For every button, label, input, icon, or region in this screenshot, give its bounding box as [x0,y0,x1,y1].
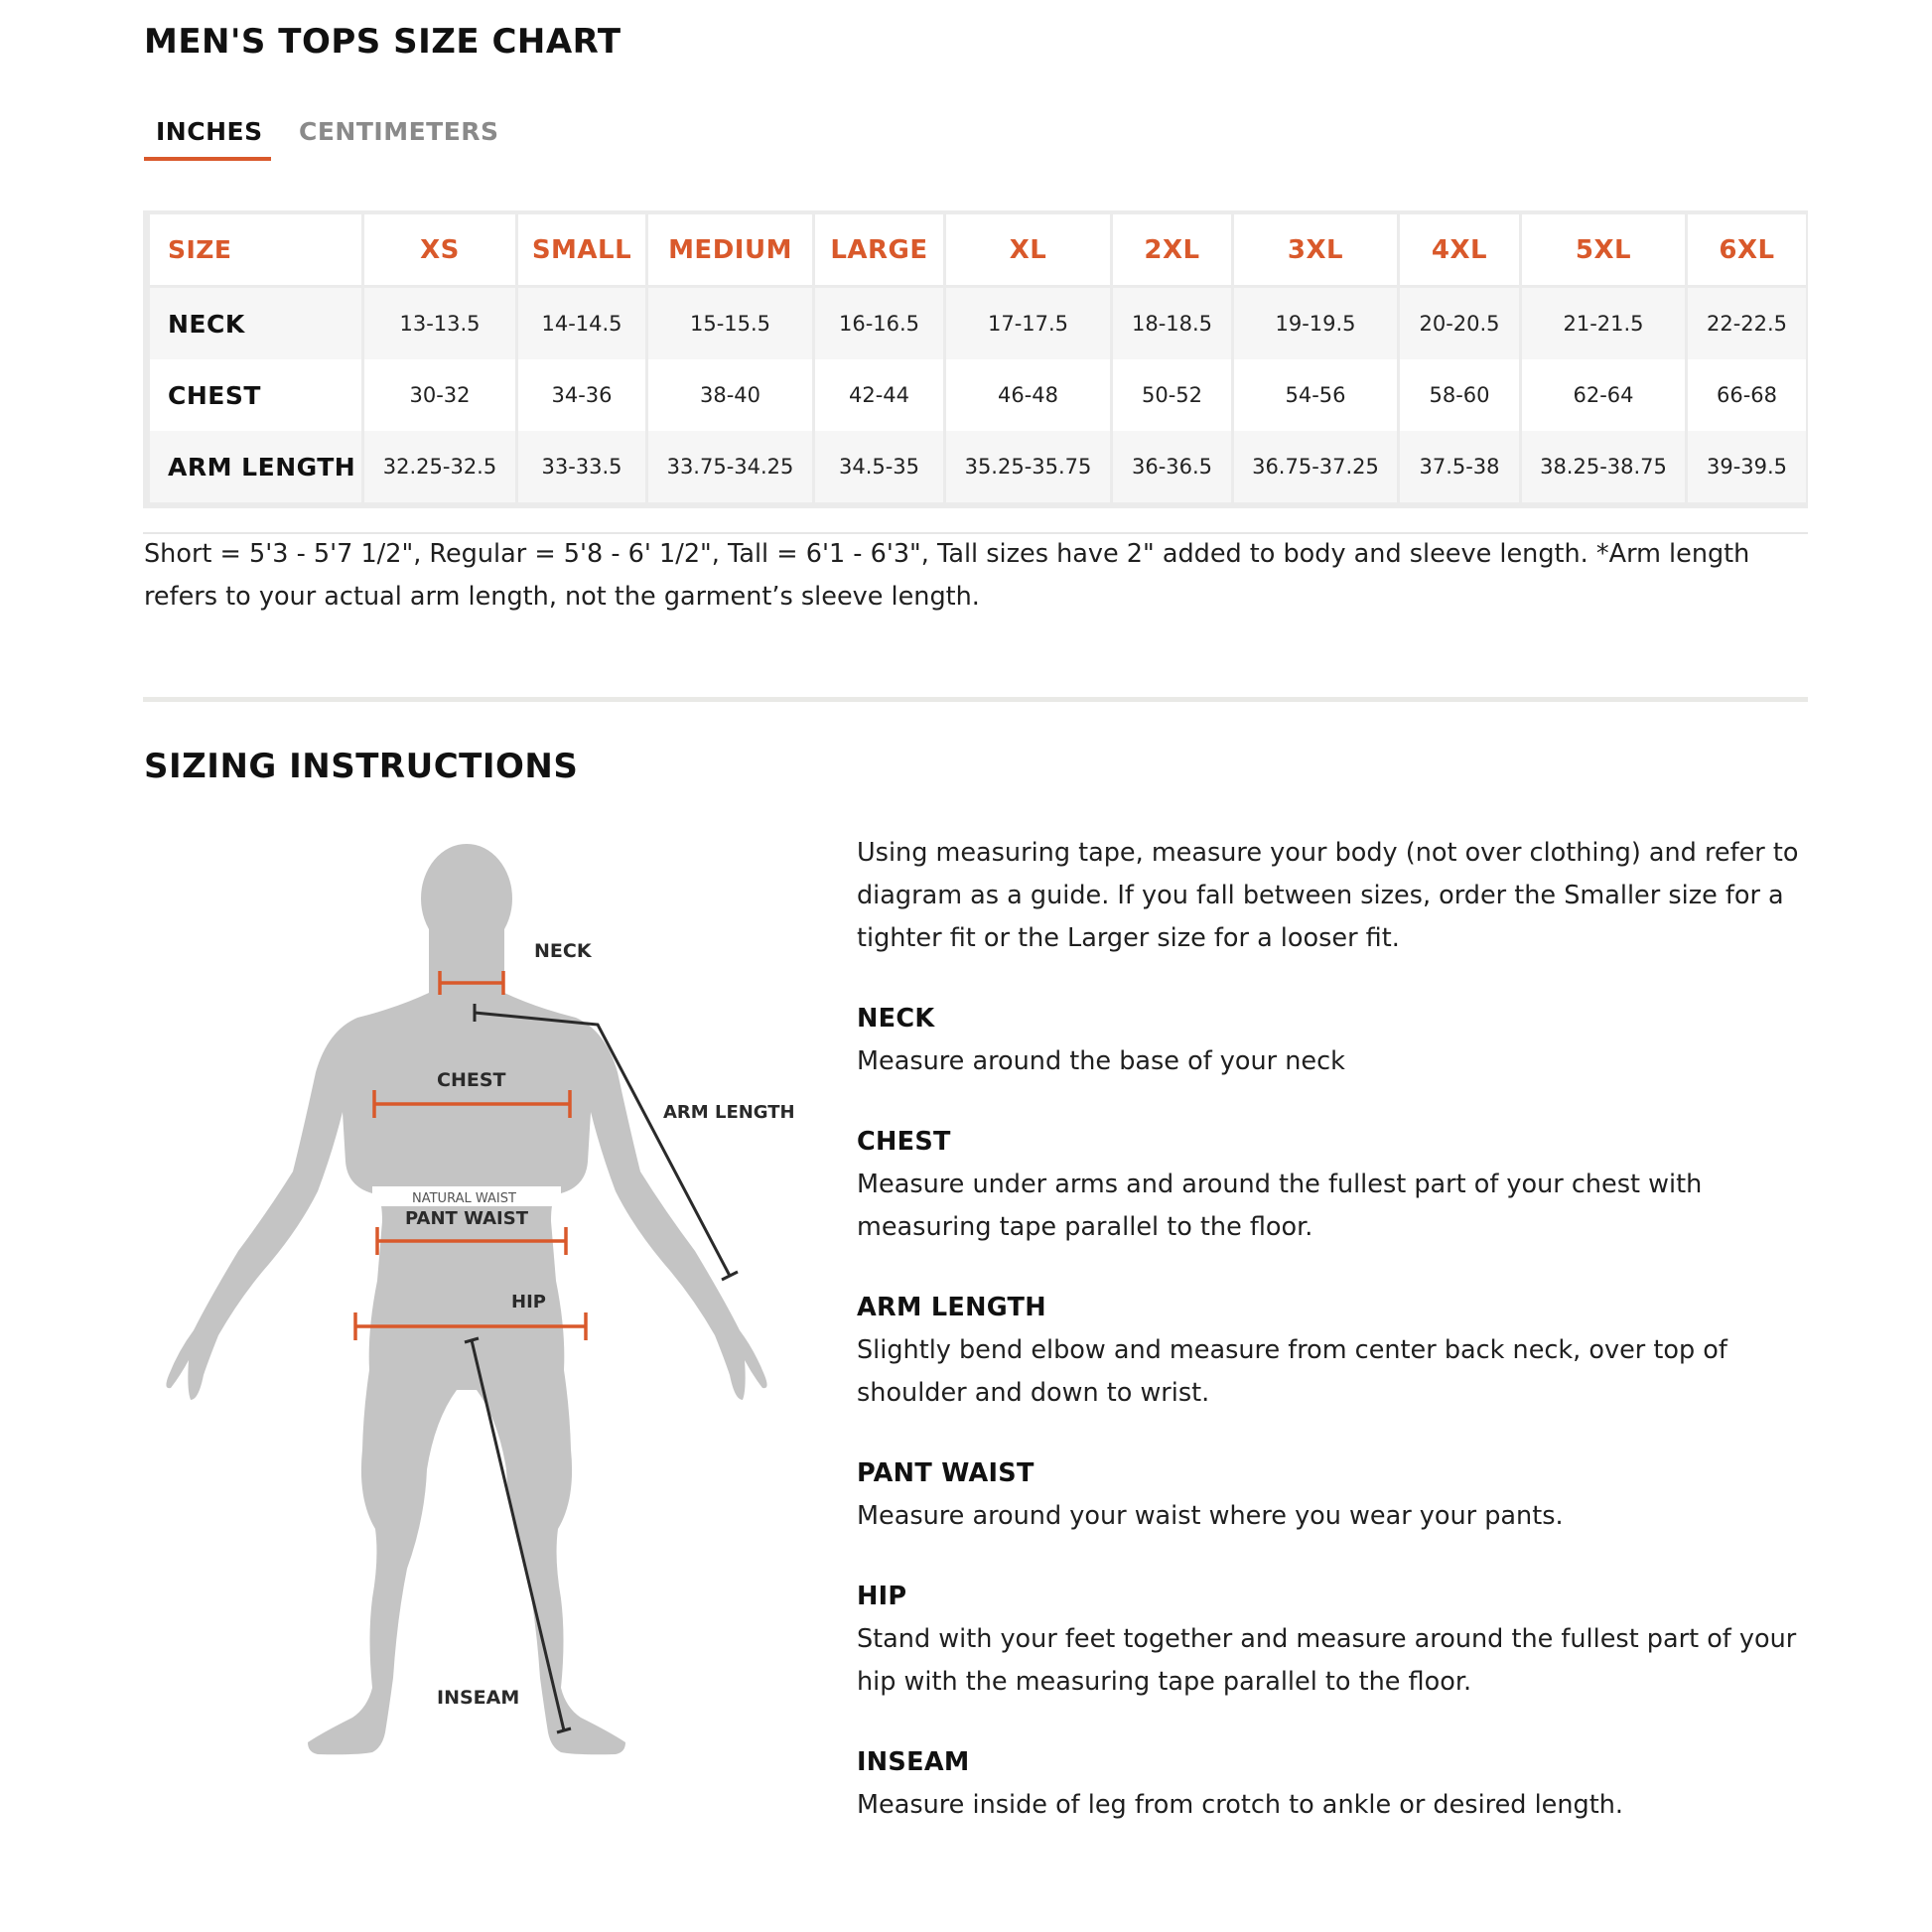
size-table [147,214,1809,502]
measure-item-inseam [857,1741,1810,1827]
table-cell: 17-17.5 [946,288,1110,359]
measure-text: Stand with your feet together and measure around the fullest part of your hip with the measuring tape parallel to the floor. [857,1624,1797,1697]
size-table-container [143,210,1808,508]
body-measurement-diagram [159,834,814,1787]
table-cell: 62-64 [1522,359,1685,431]
table-cell: 15-15.5 [648,288,812,359]
table-header-cell: 3XL [1234,214,1397,288]
measure-text: Measure around your waist where you wear your pants. [857,1501,1564,1531]
table-header-row [150,214,1806,288]
fit-note: Short = 5'3 - 5'7 1/2", Regular = 5'8 - 6' 1/2", Tall = 6'1 - 6'3", Tall sizes have 2" added to body and sleeve length. *Arm length refers to your actual arm length, not the garment’s sleeve length. [144,539,1750,612]
table-cell: 38-40 [648,359,812,431]
measure-text: Slightly bend elbow and measure from center back neck, over top of shoulder and down to wrist. [857,1335,1727,1408]
row-label-neck: NECK [150,288,361,359]
measure-title: HIP [857,1582,907,1611]
measure-item-neck [857,998,1810,1083]
table-cell: 36-36.5 [1113,431,1231,502]
active-tab-indicator [144,157,271,161]
table-row [150,288,1806,359]
sizing-instructions-text [857,832,1810,1827]
table-cell: 36.75-37.25 [1234,431,1397,502]
row-label-chest: CHEST [150,359,361,431]
table-cell: 37.5-38 [1400,431,1519,502]
tab-centimeters[interactable]: CENTIMETERS [299,117,499,146]
table-header-cell: 6XL [1688,214,1806,288]
measure-text: Measure under arms and around the fullest part of your chest with measuring tape parallel to the floor. [857,1170,1703,1242]
table-header-cell: 5XL [1522,214,1685,288]
table-cell: 35.25-35.75 [946,431,1110,502]
table-cell: 66-68 [1688,359,1806,431]
table-row [150,431,1806,502]
body-silhouette-figure [159,834,814,1787]
table-cell: 34-36 [518,359,645,431]
table-cell: 32.25-32.5 [364,431,515,502]
table-cell: 46-48 [946,359,1110,431]
table-cell: 39-39.5 [1688,431,1806,502]
measure-item-hip [857,1576,1810,1704]
table-header-cell: MEDIUM [648,214,812,288]
hip-diagram-label: HIP [511,1292,546,1312]
page-title: MEN'S TOPS SIZE CHART [144,22,621,62]
measure-title: ARM LENGTH [857,1293,1046,1322]
measure-text: Measure around the base of your neck [857,1046,1345,1076]
table-header-cell: 4XL [1400,214,1519,288]
table-cell: 14-14.5 [518,288,645,359]
table-cell: 21-21.5 [1522,288,1685,359]
table-row [150,359,1806,431]
table-header-cell: SMALL [518,214,645,288]
table-cell: 19-19.5 [1234,288,1397,359]
table-header-cell: LARGE [815,214,943,288]
measure-text: Measure inside of leg from crotch to ankle or desired length. [857,1790,1623,1820]
table-header-cell: XS [364,214,515,288]
table-cell: 58-60 [1400,359,1519,431]
table-cell: 50-52 [1113,359,1231,431]
measure-title: INSEAM [857,1747,970,1777]
measure-title: NECK [857,1004,935,1034]
natural-waist-diagram-label: NATURAL WAIST [412,1191,516,1206]
table-cell: 22-22.5 [1688,288,1806,359]
measure-title: CHEST [857,1127,951,1157]
chest-diagram-label: CHEST [437,1069,506,1091]
table-header-cell: XL [946,214,1110,288]
sizing-instructions-title: SIZING INSTRUCTIONS [144,747,579,786]
pant-waist-diagram-label: PANT WAIST [405,1208,528,1229]
section-divider [143,697,1808,702]
table-cell: 54-56 [1234,359,1397,431]
table-cell: 13-13.5 [364,288,515,359]
table-cell: 30-32 [364,359,515,431]
arm-length-diagram-label: ARM LENGTH [663,1102,795,1123]
table-cell: 33-33.5 [518,431,645,502]
neck-diagram-label: NECK [534,940,592,962]
measure-title: PANT WAIST [857,1458,1035,1488]
row-label-arm-length: ARM LENGTH [150,431,361,502]
table-header-cell: SIZE [150,214,361,288]
table-cell: 33.75-34.25 [648,431,812,502]
table-cell: 34.5-35 [815,431,943,502]
body-silhouette [166,844,766,1754]
table-cell: 16-16.5 [815,288,943,359]
measure-item-chest [857,1121,1810,1249]
table-header-cell: 2XL [1113,214,1231,288]
measure-item-pant-waist [857,1452,1810,1538]
tab-inches[interactable]: INCHES [156,117,263,146]
measure-item-arm-length [857,1287,1810,1415]
table-cell: 42-44 [815,359,943,431]
table-cell: 18-18.5 [1113,288,1231,359]
table-cell: 20-20.5 [1400,288,1519,359]
inseam-diagram-label: INSEAM [437,1687,520,1709]
table-cell: 38.25-38.75 [1522,431,1685,502]
instructions-intro: Using measuring tape, measure your body (not over clothing) and refer to diagram as a guide. If you fall between sizes, order the Smaller size for a tighter fit or the Larger size for a looser fit. [857,838,1799,953]
